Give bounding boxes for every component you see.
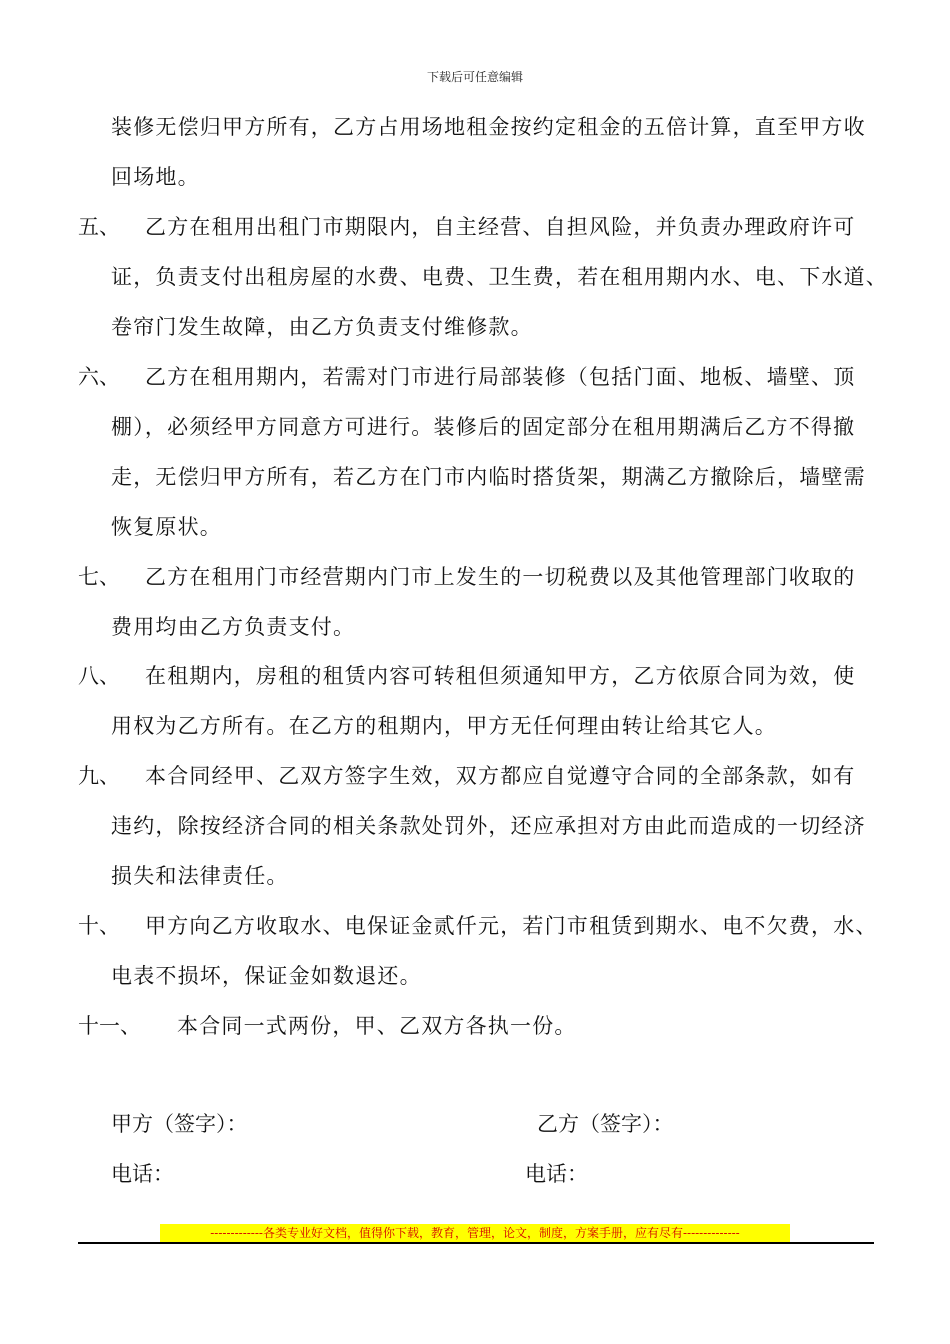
clause-number: 六、 bbox=[78, 365, 120, 389]
clause-line: 卷帘门发生故障，由乙方负责支付维修款。 bbox=[111, 315, 533, 339]
clause-line: 损失和法律责任。 bbox=[111, 864, 289, 888]
party-b-phone-label: 电话： bbox=[525, 1162, 588, 1186]
clause-line: 回场地。 bbox=[111, 165, 200, 189]
clause-number: 九、 bbox=[78, 764, 120, 788]
clause-line: 棚），必须经甲方同意方可进行。装修后的固定部分在租用期满后乙方不得撤 bbox=[111, 415, 856, 439]
clause-number: 七、 bbox=[78, 565, 120, 589]
footer-banner: -------------各类专业好文档，值得你下载，教育，管理，论文，制度，方案手册，应有尽有-------------- bbox=[210, 1226, 740, 1240]
page-header: 下载后可任意编辑 bbox=[426, 70, 523, 84]
party-b-signature-label: 乙方（签字）： bbox=[537, 1112, 674, 1136]
footer-divider bbox=[78, 1242, 874, 1244]
clause-line: 本合同一式两份，甲、乙双方各执一份。 bbox=[177, 1014, 577, 1038]
clause-line: 乙方在租用门市经营期内门市上发生的一切税费以及其他管理部门收取的 bbox=[145, 565, 856, 589]
party-a-signature-label: 甲方（签字）： bbox=[111, 1112, 248, 1136]
clause-line: 甲方向乙方收取水、电保证金贰仟元，若门市租赁到期水、电不欠费，水、 bbox=[145, 914, 878, 938]
clause-line: 用权为乙方所有。在乙方的租期内，甲方无任何理由转让给其它人。 bbox=[111, 714, 777, 738]
clause-number: 十、 bbox=[78, 914, 120, 938]
clause-line: 恢复原状。 bbox=[111, 515, 222, 539]
clause-number: 五、 bbox=[78, 215, 120, 239]
clause-line: 证，负责支付出租房屋的水费、电费、卫生费，若在租用期内水、电、下水道、 bbox=[111, 265, 888, 289]
clause-line: 电表不损坏，保证金如数退还。 bbox=[111, 964, 422, 988]
clause-line: 乙方在租用出租门市期限内，自主经营、自担风险，并负责办理政府许可 bbox=[145, 215, 856, 239]
clause-line: 在租期内，房租的租赁内容可转租但须通知甲方，乙方依原合同为效，使 bbox=[145, 664, 856, 688]
clause-line: 装修无偿归甲方所有，乙方占用场地租金按约定租金的五倍计算，直至甲方收 bbox=[111, 115, 866, 139]
clause-line: 费用均由乙方负责支付。 bbox=[111, 615, 356, 639]
clause-line: 违约，除按经济合同的相关条款处罚外，还应承担对方由此而造成的一切经济 bbox=[111, 814, 866, 838]
party-a-phone-label: 电话： bbox=[111, 1162, 174, 1186]
clause-line: 乙方在租用期内，若需对门市进行局部装修（包括门面、地板、墙壁、顶 bbox=[145, 365, 856, 389]
clause-line: 走，无偿归甲方所有，若乙方在门市内临时搭货架，期满乙方撤除后，墙壁需 bbox=[111, 465, 866, 489]
clause-line: 本合同经甲、乙双方签字生效，双方都应自觉遵守合同的全部条款，如有 bbox=[145, 764, 856, 788]
clause-number: 十一、 bbox=[78, 1014, 141, 1038]
clause-number: 八、 bbox=[78, 664, 120, 688]
